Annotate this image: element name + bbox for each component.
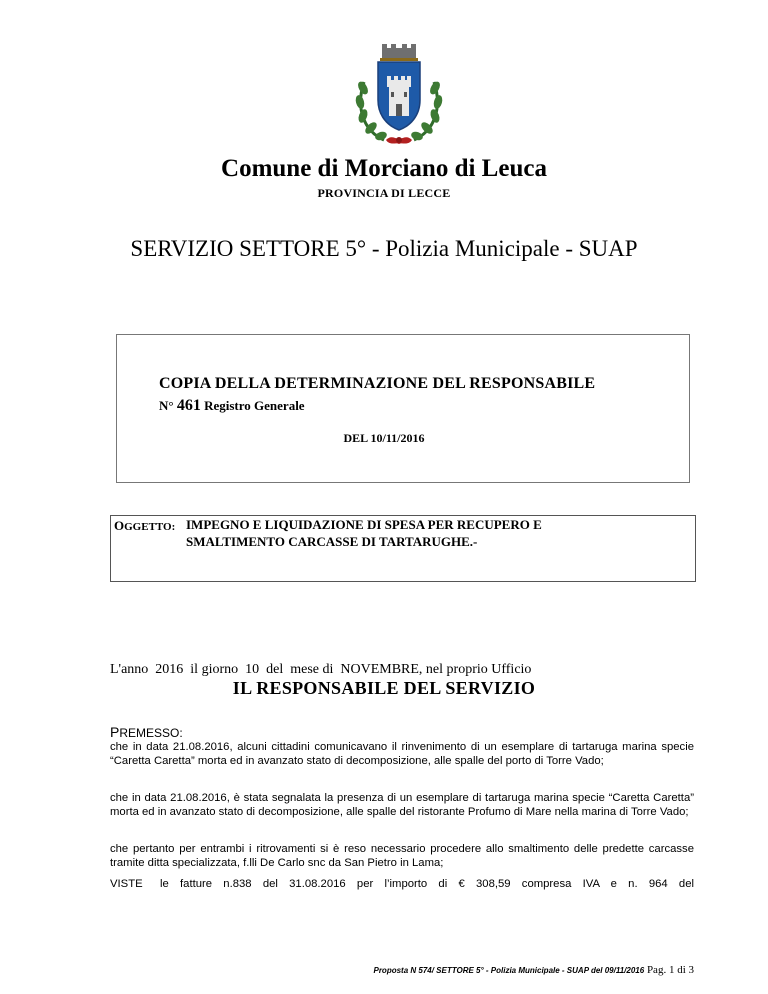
viste-label: VISTE bbox=[110, 878, 143, 890]
page-footer bbox=[373, 964, 694, 976]
subject-label-initial: O bbox=[114, 518, 125, 533]
determination-title: COPIA DELLA DETERMINAZIONE DEL RESPONSABILE bbox=[159, 375, 596, 392]
responsible-heading: IL RESPONSABILE DEL SERVIZIO bbox=[232, 678, 536, 698]
province-subtitle: PROVINCIA DI LECCE bbox=[317, 186, 451, 200]
footer-proposal: Proposta N 574/ SETTORE 5° - Polizia Municipale - SUAP del 09/11/2016 bbox=[373, 966, 645, 975]
intro-line: L'anno 2016 il giorno 10 del mese di NOVEMBRE, nel proprio Ufficio bbox=[110, 662, 532, 677]
subject-label bbox=[114, 518, 175, 534]
municipality-title: Comune di Morciano di Leuca bbox=[221, 155, 547, 182]
sector-heading: SERVIZIO SETTORE 5° - Polizia Municipale - SUAP bbox=[130, 236, 638, 261]
paragraph-2: che in data 21.08.2016, è stata segnalata la presenza di un esemplare di tartaruga marina specie “Caretta Caretta” morta ed in avanzato stato di decomposizione, alle spalle del ristorante Profumo di Mare nella marina di Torre Vado; bbox=[110, 792, 694, 818]
subject-line-2: SMALTIMENTO CARCASSE DI TARTARUGHE.- bbox=[186, 534, 478, 549]
number-prefix: N° bbox=[159, 398, 174, 413]
premesso-initial: P bbox=[110, 724, 120, 740]
premesso-rest: REMESSO: bbox=[119, 726, 183, 740]
determination-date: DEL 10/11/2016 bbox=[343, 431, 425, 445]
subject-label-rest: GGETTO: bbox=[124, 521, 176, 533]
premesso-heading bbox=[110, 724, 183, 740]
paragraph-3: che pertanto per entrambi i ritrovamenti si è reso necessario procedere allo smaltimento delle predette carcasse tramite ditta specializzata, f.lli De Carlo snc da San Pietro in Lama; bbox=[110, 843, 694, 869]
subject-line-1: IMPEGNO E LIQUIDAZIONE DI SPESA PER RECUPERO E bbox=[186, 517, 542, 532]
register-number-line bbox=[159, 397, 305, 415]
paragraph-1: che in data 21.08.2016, alcuni cittadini comunicavano il rinvenimento di un esemplare di tartaruga marina specie “Caretta Caretta” morta ed in avanzato stato di decomposizione, alle spalle del porto di Torre Vado; bbox=[110, 741, 694, 767]
register-number: 461 bbox=[176, 397, 201, 414]
viste-text: le fatture n.838 del 31.08.2016 per l’importo di € 308,59 compresa IVA e n. 964 del bbox=[160, 878, 694, 890]
page-number: Pag. 1 di 3 bbox=[646, 964, 694, 976]
municipal-crest-logo bbox=[354, 44, 444, 152]
register-label: Registro Generale bbox=[204, 398, 305, 413]
